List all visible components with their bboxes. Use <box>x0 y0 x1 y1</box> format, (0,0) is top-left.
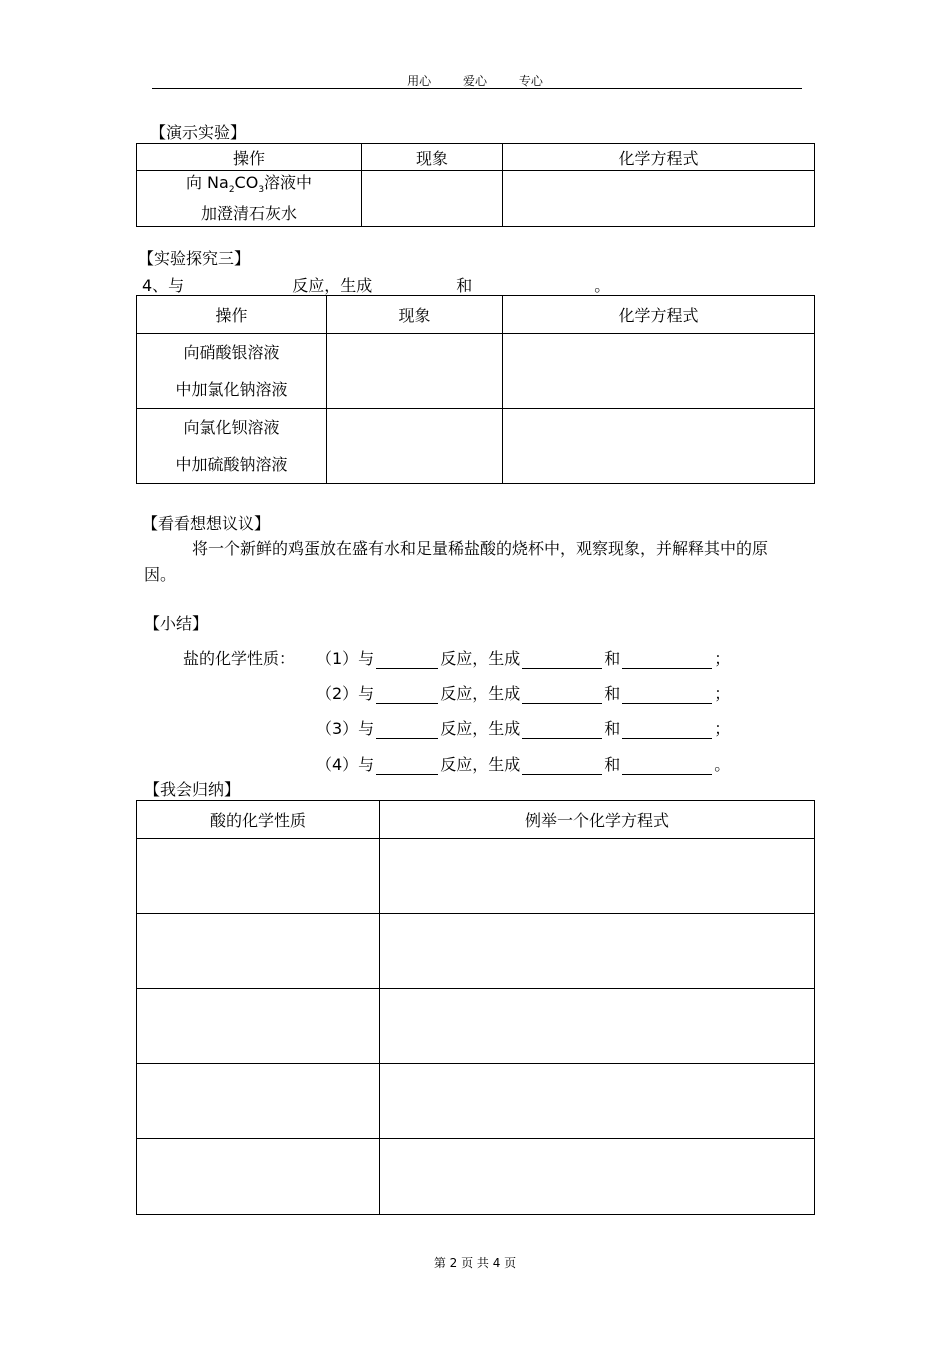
operation-text: CO <box>234 173 259 192</box>
equation-cell <box>380 914 815 989</box>
blank-line <box>522 687 602 704</box>
induce-title: 【我会归纳】 <box>144 780 241 799</box>
header-rule <box>152 88 802 89</box>
summary-item <box>316 752 730 775</box>
operation-line: 中加硫酸钠溶液 <box>175 455 288 474</box>
summary-item <box>316 716 730 739</box>
question-text: 4、与 <box>142 276 185 295</box>
operation-text: 向 Na <box>185 173 229 192</box>
summary-text: 反应，生成 <box>440 755 521 774</box>
phenomenon-cell <box>362 171 503 227</box>
explore-table <box>136 295 815 484</box>
blank-line <box>376 652 438 669</box>
induce-table <box>136 800 815 1215</box>
header-item: 用心 <box>407 74 432 88</box>
blank-line <box>376 758 438 775</box>
property-cell <box>137 1064 380 1139</box>
table-header-row <box>137 144 815 171</box>
operation-line: 向硝酸银溶液 <box>183 343 280 362</box>
operation-text: 溶液中 <box>264 173 313 192</box>
property-cell <box>137 839 380 914</box>
blank-line <box>622 758 712 775</box>
summary-text: 反应，生成 <box>440 649 521 668</box>
table-header: 例举一个化学方程式 <box>380 801 815 839</box>
summary-text: 反应，生成 <box>440 684 521 703</box>
blank-line <box>622 722 712 739</box>
table-header-row <box>137 801 815 839</box>
table-row <box>137 914 815 989</box>
summary-item <box>316 681 730 704</box>
blank-line <box>622 687 712 704</box>
table-row <box>137 839 815 914</box>
operation-cell <box>137 171 362 227</box>
question-text: 。 <box>594 276 611 295</box>
blank-line <box>622 652 712 669</box>
table-header: 化学方程式 <box>503 296 815 334</box>
summary-text: 。 <box>714 755 731 774</box>
table-row <box>137 1139 815 1215</box>
operation-line: 中加氯化钠溶液 <box>175 380 288 399</box>
blank-line <box>522 652 602 669</box>
think-title: 【看看想想议议】 <box>142 514 271 533</box>
summary-text: （2）与 <box>316 684 375 703</box>
table-header: 现象 <box>362 144 503 171</box>
summary-text: 反应，生成 <box>440 719 521 738</box>
equation-cell <box>380 1139 815 1215</box>
table-row <box>137 334 815 409</box>
page-header <box>0 72 950 89</box>
summary-text: 和 <box>604 649 621 668</box>
table-header: 酸的化学性质 <box>137 801 380 839</box>
table-row <box>137 989 815 1064</box>
property-cell <box>137 1139 380 1215</box>
subscript: 3 <box>258 185 265 196</box>
explore-title: 【实验探究三】 <box>138 249 251 268</box>
blank-line <box>522 758 602 775</box>
summary-text: ； <box>714 649 731 668</box>
question-text: 和 <box>456 276 473 295</box>
summary-text: 和 <box>604 755 621 774</box>
phenomenon-cell <box>327 409 503 484</box>
summary-lead: 盐的化学性质： <box>183 649 296 668</box>
operation-cell <box>137 334 327 409</box>
equation-cell <box>380 989 815 1064</box>
equation-cell <box>503 334 815 409</box>
blank-line <box>374 279 454 296</box>
demo-title: 【演示实验】 <box>150 123 247 142</box>
think-text: 将一个新鲜的鸡蛋放在盛有水和足量稀盐酸的烧杯中，观察现象，并解释其中的原因。 <box>144 539 769 584</box>
blank-line <box>376 722 438 739</box>
subscript: 2 <box>228 185 235 196</box>
header-item: 爱心 <box>462 74 487 88</box>
summary-item <box>316 646 730 669</box>
blank-line <box>376 687 438 704</box>
table-header: 操作 <box>137 296 327 334</box>
summary-text: （4）与 <box>316 755 375 774</box>
phenomenon-cell <box>327 334 503 409</box>
summary-title: 【小结】 <box>144 614 209 633</box>
table-row <box>137 409 815 484</box>
equation-cell <box>503 409 815 484</box>
operation-line: 加澄清石灰水 <box>200 204 297 224</box>
operation-line: 向氯化钡溶液 <box>183 418 280 437</box>
table-header-row <box>137 296 815 334</box>
blank-line <box>522 722 602 739</box>
operation-line <box>137 171 361 202</box>
summary-text: （1）与 <box>316 649 375 668</box>
explore-question <box>142 273 610 296</box>
summary-text: （3）与 <box>316 719 375 738</box>
property-cell <box>137 989 380 1064</box>
page-footer: 第 2 页 共 4 页 <box>433 1256 517 1270</box>
table-row <box>137 171 815 227</box>
summary-text: ； <box>714 684 731 703</box>
summary-text: 和 <box>604 684 621 703</box>
table-header: 现象 <box>327 296 503 334</box>
summary-text: 和 <box>604 719 621 738</box>
demo-table <box>136 143 815 227</box>
table-row <box>137 1064 815 1139</box>
property-cell <box>137 914 380 989</box>
equation-cell <box>380 839 815 914</box>
header-item: 专心 <box>518 74 543 88</box>
operation-cell <box>137 409 327 484</box>
question-text: 反应，生成 <box>292 276 373 295</box>
summary-text: ； <box>714 719 731 738</box>
blank-line <box>186 279 290 296</box>
equation-cell <box>503 171 815 227</box>
table-header: 化学方程式 <box>503 144 815 171</box>
blank-line <box>474 279 592 296</box>
table-header: 操作 <box>137 144 362 171</box>
equation-cell <box>380 1064 815 1139</box>
